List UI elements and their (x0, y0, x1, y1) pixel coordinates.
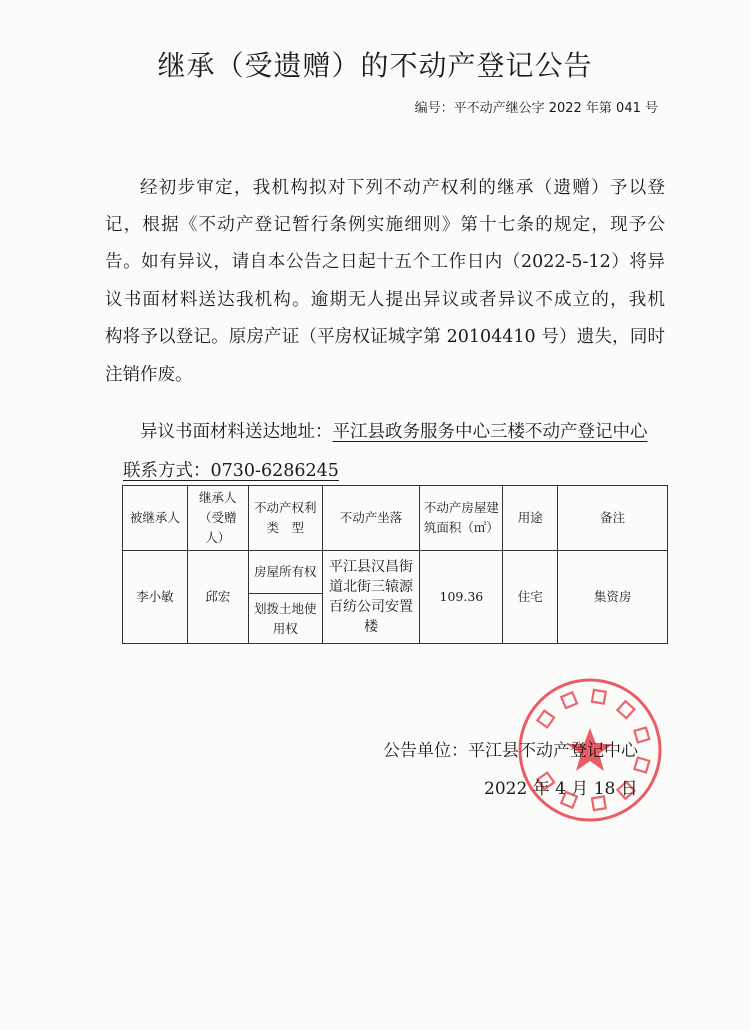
document-number: 编号：平不动产继公字 2022 年第 041 号 (414, 101, 658, 116)
header-cell: 继承人（受赠人） (187, 486, 248, 551)
use-cell: 住宅 (503, 551, 558, 644)
right-type-cell: 房屋所有权 (248, 551, 322, 594)
seal-glyph-mark (617, 701, 634, 718)
contact-value: 0730-6286245 (210, 461, 339, 481)
body-line: 构将予以登记。原房产证（平房权证城字第 20104410 号）遗失，同时 (105, 327, 665, 347)
header-cell: 用途 (503, 486, 558, 551)
header-cell: 被继承人 (123, 486, 188, 551)
issuing-unit: 公告单位：平江县不动产登记中心 (383, 741, 638, 761)
location-cell: 平江县汉昌街道北街三辕源百纺公司安置楼 (322, 551, 420, 644)
seal-glyph-mark (537, 711, 554, 728)
body-line: 经初步审定，我机构拟对下列不动产权利的继承（遗赠）予以登 (140, 178, 665, 198)
area-cell: 109.36 (420, 551, 503, 644)
body-line: 议书面材料送达我机构。逾期无人提出异议或者异议不成立的，我机 (105, 290, 665, 310)
address-value: 平江县政务服务中心三楼不动产登记中心 (332, 422, 648, 442)
address-label: 异议书面材料送达地址： (140, 422, 333, 442)
page-title: 继承（受遗赠）的不动产登记公告 (157, 49, 593, 82)
body-line: 告。如有异议，请自本公告之日起十五个工作日内（2022-5-12）将异 (105, 252, 665, 272)
property-table (122, 485, 668, 644)
address (140, 418, 648, 443)
decedent-cell: 李小敏 (123, 551, 188, 644)
header-cell: 不动产权利类 型 (248, 486, 322, 551)
right-type-cell: 划拨土地使用权 (248, 594, 322, 644)
contact-label: 联系方式： (123, 461, 211, 481)
header-cell: 不动产坐落 (322, 486, 420, 551)
heir-cell: 邱宏 (187, 551, 248, 644)
seal-glyph-mark (592, 690, 606, 704)
note-cell: 集资房 (558, 551, 668, 644)
body-line: 记，根据《不动产登记暂行条例实施细则》第十七条的规定，现予公 (105, 215, 665, 235)
body-line: 注销作废。 (105, 365, 193, 385)
header-cell: 不动产房屋建筑面积（㎡） (420, 486, 503, 551)
contact (123, 457, 339, 482)
issue-date: 2022 年 4 月 18 日 (484, 779, 638, 799)
header-cell: 备注 (558, 486, 668, 551)
seal-glyph-mark (561, 692, 577, 708)
table-header-row (123, 486, 668, 551)
table-row (123, 551, 668, 594)
